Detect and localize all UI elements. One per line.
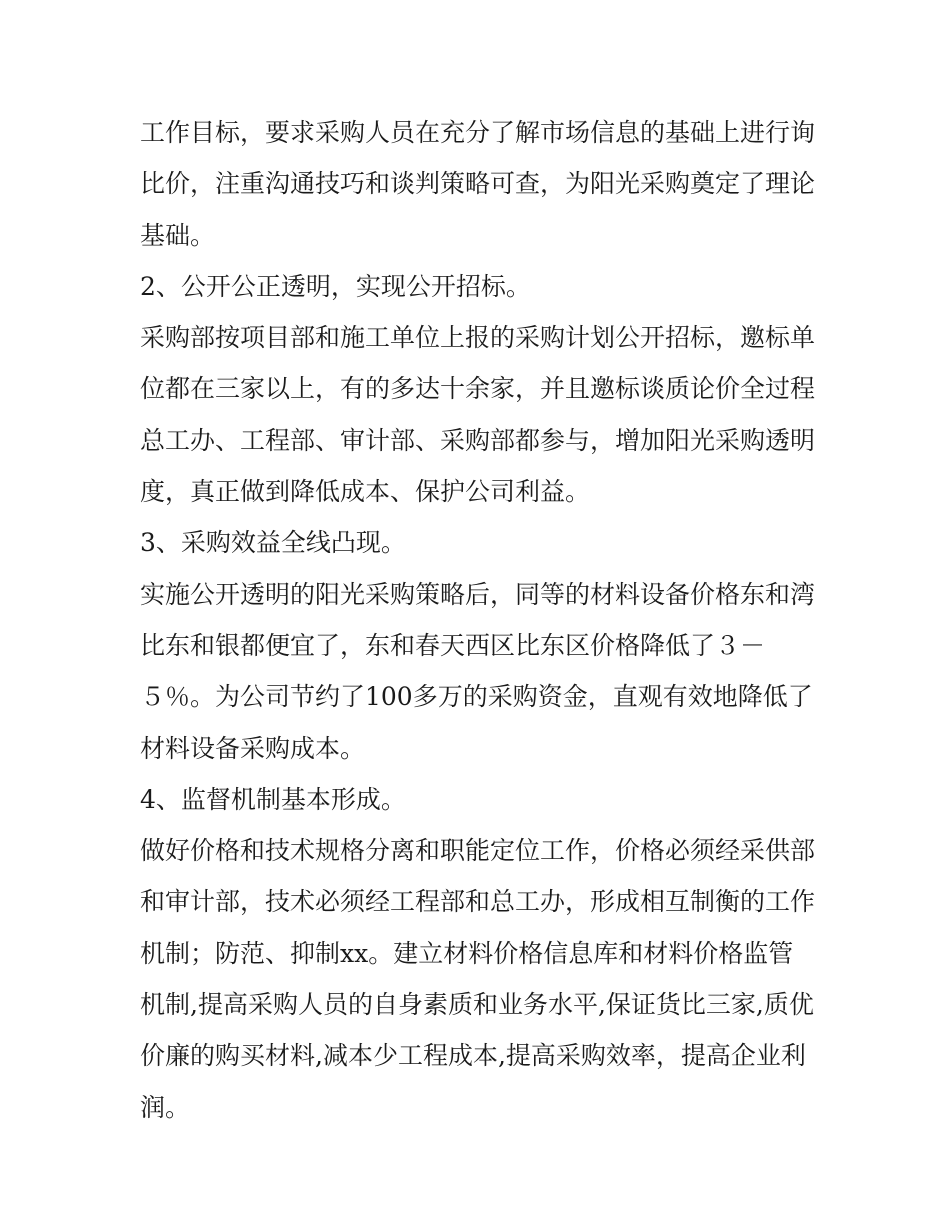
text-line: 做好价格和技术规格分离和职能定位工作，价格必须经采供部 [140,836,816,866]
text-line: 和审计部，技术必须经工程部和总工办，形成相互制衡的工作 [140,887,816,917]
section-heading-2: 2、公开公正透明，实现公开招标。 [140,271,531,301]
text-line: 材料设备采购成本。 [140,733,366,763]
text-line: 度，真正做到降低成本、保护公司利益。 [140,477,591,507]
text-line: 比东和银都便宜了，东和春天西区比东区价格降低了３－ [140,630,766,660]
document-body [140,107,820,1133]
text-line: 机制；防范、抑制xx。建立材料价格信息库和材料价格监管 [140,938,794,968]
text-line: 采购部按项目部和施工单位上报的采购计划公开招标，邀标单 [140,323,816,353]
text-line: 机制,提高采购人员的自身素质和业务水平,保证货比三家,质优 [140,990,814,1020]
text-line: ５％。为公司节约了100多万的采购资金，直观有效地降低了 [140,682,813,712]
text-line: 总工办、工程部、审计部、采购部都参与，增加阳光采购透明 [140,425,816,455]
section-heading-3: 3、采购效益全线凸现。 [140,528,406,558]
text-line: 工作目标，要求采购人员在充分了解市场信息的基础上进行询 [140,118,816,147]
text-line: 价廉的购买材料,减本少工程成本,提高采购效率，提高企业利 [140,1041,806,1071]
text-line: 位都在三家以上，有的多达十余家，并且邀标谈质论价全过程 [140,374,816,404]
text-line: 比价，注重沟通技巧和谈判策略可查，为阳光采购奠定了理论 [140,169,816,199]
text-line: 润。 [140,1092,191,1122]
text-line: 基础。 [140,220,216,250]
section-heading-4: 4、监督机制基本形成。 [140,784,406,814]
text-line: 实施公开透明的阳光采购策略后，同等的材料设备价格东和湾 [140,579,816,609]
